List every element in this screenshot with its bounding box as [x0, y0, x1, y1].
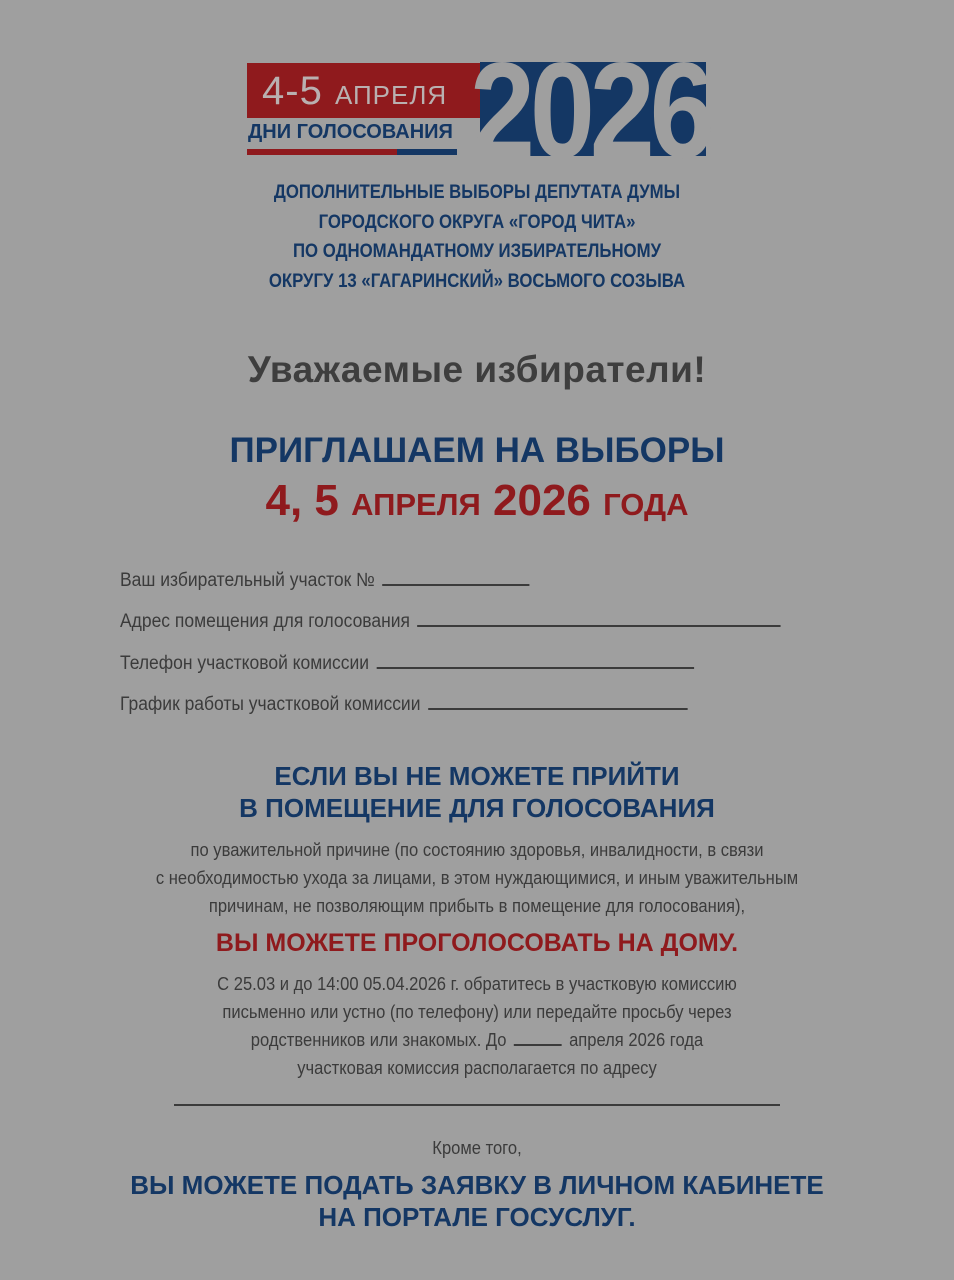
date-year: 2026: [493, 476, 591, 525]
reason-line: с необходимостью ухода за лицами, в этом нуждающимися, и иным уважительным: [155, 868, 799, 888]
form-field-label: Адрес помещения для голосования: [120, 611, 411, 632]
instruction-line: письменно или устно (по телефону) или передайте просьбу через: [222, 1002, 732, 1022]
phone-blank[interactable]: [376, 649, 693, 669]
instruction-line: [38, 1026, 916, 1054]
date-suffix: ГОДА: [603, 487, 689, 522]
date-month: АПРЕЛЯ: [351, 487, 481, 522]
greeting-heading: Уважаемые избиратели!: [247, 349, 707, 390]
home-voting-instructions: [38, 970, 916, 1082]
heading-line: НА ПОРТАЛЕ ГОСУСЛУГ.: [318, 1202, 636, 1232]
banner-year: 2026: [470, 34, 710, 186]
instruction-text: апреля 2026 года: [569, 1030, 704, 1050]
form-field-precinct: [120, 566, 529, 594]
form-field-address: [120, 607, 781, 635]
instruction-line: С 25.03 и до 14:00 05.04.2026 г. обратитесь в участковую комиссию: [217, 974, 737, 994]
home-voting-heading: [0, 760, 954, 824]
banner-underline-red: [247, 149, 397, 155]
subtitle-line: ДОПОЛНИТЕЛЬНЫЕ ВЫБОРЫ ДЕПУТАТА ДУМЫ: [273, 181, 681, 203]
home-voting-highlight: ВЫ МОЖЕТЕ ПРОГОЛОСОВАТЬ НА ДОМУ.: [215, 929, 739, 957]
banner-underline-blue: [397, 149, 457, 155]
subtitle-line: ГОРОДСКОГО ОКРУГА «ГОРОД ЧИТА»: [318, 210, 636, 233]
election-subtitle: [67, 178, 887, 296]
form-field-label: Телефон участковой комиссии: [120, 653, 370, 674]
instruction-line: участковая комиссия располагается по адресу: [297, 1058, 657, 1078]
gosuslugi-heading: [0, 1169, 954, 1233]
reason-line: по уважительной причине (по состоянию здоровья, инвалидности, в связи: [190, 840, 764, 860]
banner-dates: [262, 68, 447, 118]
instruction-text: родственников или знакомых. До: [250, 1030, 507, 1050]
heading-line: В ПОМЕЩЕНИЕ ДЛЯ ГОЛОСОВАНИЯ: [239, 793, 715, 823]
schedule-blank[interactable]: [428, 690, 687, 710]
reason-line: причинам, не позволяющим прибыть в помещение для голосования),: [208, 896, 746, 916]
heading-line: ЕСЛИ ВЫ НЕ МОЖЕТЕ ПРИЙТИ: [274, 761, 680, 791]
address-blank[interactable]: [417, 607, 780, 627]
commission-address-blank[interactable]: [174, 1104, 780, 1106]
precinct-number-blank[interactable]: [382, 566, 529, 586]
invite-heading: ПРИГЛАШАЕМ НА ВЫБОРЫ: [229, 431, 725, 470]
form-field-label: График работы участковой комиссии: [120, 694, 421, 715]
form-field-schedule: [120, 690, 687, 718]
heading-line: ВЫ МОЖЕТЕ ПОДАТЬ ЗАЯВКУ В ЛИЧНОМ КАБИНЕТЕ: [130, 1170, 824, 1200]
subtitle-line: ОКРУГУ 13 «ГАГАРИНСКИЙ» ВОСЬМОГО СОЗЫВА: [268, 269, 686, 292]
banner-dates-numbers: 4-5: [262, 69, 323, 113]
gosuslugi-intro: Кроме того,: [432, 1138, 522, 1158]
deadline-day-blank[interactable]: [514, 1027, 562, 1046]
banner-days-label: ДНИ ГОЛОСОВАНИЯ: [248, 121, 453, 143]
date-days: 4, 5: [265, 476, 339, 525]
election-date: [0, 474, 954, 532]
form-field-phone: [120, 649, 694, 677]
home-voting-reasons: [38, 836, 916, 920]
banner-dates-month: АПРЕЛЯ: [334, 80, 448, 110]
subtitle-line: ПО ОДНОМАНДАТНОМУ ИЗБИРАТЕЛЬНОМУ: [292, 240, 662, 262]
form-field-label: Ваш избирательный участок №: [120, 570, 375, 591]
